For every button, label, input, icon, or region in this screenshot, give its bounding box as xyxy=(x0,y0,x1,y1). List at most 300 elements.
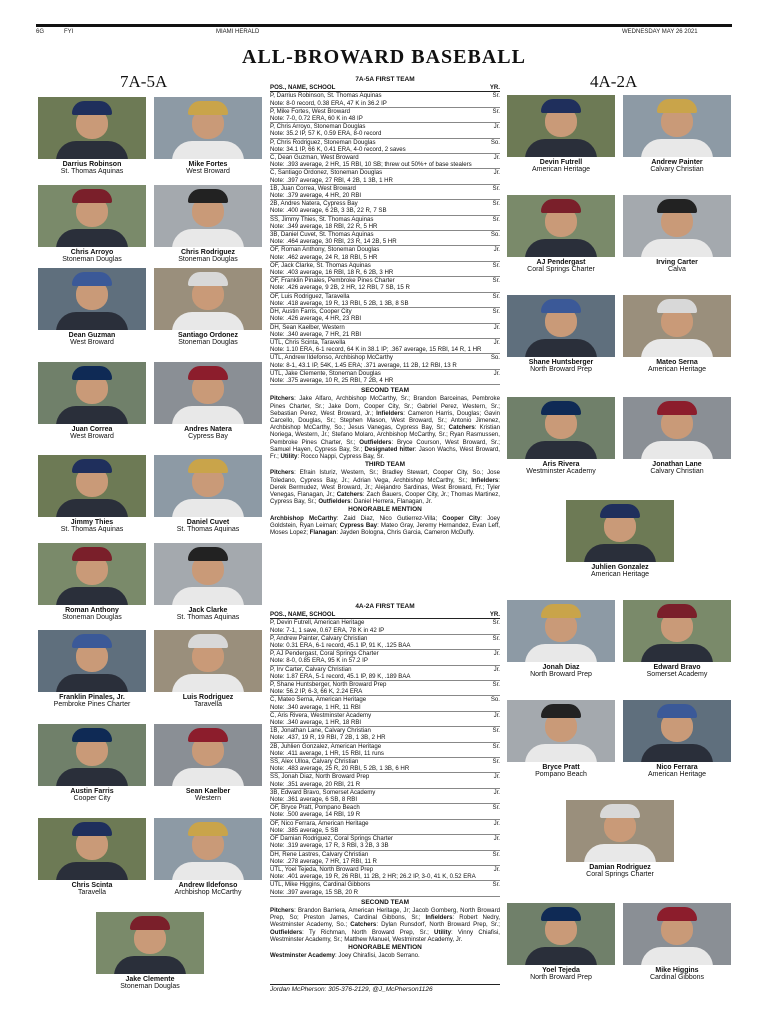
roster-line: DH, Austin Farris, Cooper City xyxy=(270,308,352,316)
player-photo xyxy=(507,195,615,257)
category-text: : Kristian Noriega, Western, Jr.; Stefano Molaro, Archbishop McCarthy, Sr.; Ryan Rasmussen, Pembroke Pines Charter, Sr.; xyxy=(270,424,500,446)
roster-list xyxy=(270,92,500,385)
player-photo xyxy=(507,295,615,357)
category-text: : Jayden Bologna, Chris Garcia, Cameron McDuffy. xyxy=(336,528,475,536)
roster-note: Note: .462 average, 24 R, 18 RBI, 5 HR xyxy=(270,253,378,261)
roster-note: Note: .426 average, 9 2B, 2 HR, 12 RBI, 7 SB, 15 R xyxy=(270,284,410,292)
roster-note: Note: .483 average, 25 R, 20 RBI, 5 2B, 1 3B, 6 HR xyxy=(270,765,410,773)
roster-row xyxy=(270,635,500,650)
roster-note: Note: .349 average, 18 RBI, 22 R, 5 HR xyxy=(270,222,378,230)
category-label: Outfielders xyxy=(318,498,351,506)
roster-note: Note: 56.2 IP, 6-3, 66 K, 2.24 ERA xyxy=(270,688,363,696)
player-card xyxy=(154,268,262,350)
roster-note: Note: 8-0, 0.85 ERA, 95 K in 57.2 IP xyxy=(270,657,368,665)
roster-year: Jr. xyxy=(493,711,500,719)
player-school: Stoneman Douglas xyxy=(120,983,180,990)
roster-year: Jr. xyxy=(493,819,500,827)
player-card xyxy=(38,455,146,537)
player-name: Jake Clemente xyxy=(125,976,175,983)
roster-line: OF, Roman Anthony, Stoneman Douglas xyxy=(270,246,380,254)
player-card xyxy=(507,295,615,377)
roster-year: Sr. xyxy=(492,292,500,300)
roster-year: Jr. xyxy=(493,788,500,796)
col-left: POS., NAME, SCHOOL xyxy=(270,611,336,619)
roster-row xyxy=(270,681,500,696)
roster-line: DH, Sean Kaelber, Western xyxy=(270,323,345,331)
roster-row xyxy=(270,743,500,758)
player-card xyxy=(507,600,615,682)
roster-row xyxy=(270,169,500,184)
player-card xyxy=(154,362,262,444)
player-school: Archbishop McCarthy xyxy=(174,889,242,896)
player-school: St. Thomas Aquinas xyxy=(60,526,124,533)
class-heading-right: 4A-2A xyxy=(590,72,638,91)
player-card xyxy=(38,185,146,267)
roster-note: Note: .500 average, 14 RBI, 19 R xyxy=(270,811,361,819)
category-text: : Ty Richman, North Broward Prep, Sr.; xyxy=(302,928,435,936)
roster-note: Note: 1.10 ERA, 6-1 record, 64 K in 38.1 IP; .367 average, 15 RBI, 14 R, 1 HR xyxy=(270,346,482,354)
category-label: Pitchers xyxy=(270,395,295,403)
roster-note: Note: .426 average, 4 HR, 23 RBI xyxy=(270,315,362,323)
category-label: Outfielders xyxy=(270,928,303,936)
player-school: Coral Springs Charter xyxy=(586,871,654,878)
page-title: ALL-BROWARD BASEBALL xyxy=(242,46,526,68)
player-photo xyxy=(623,397,731,459)
player-photo xyxy=(623,700,731,762)
player-photo xyxy=(623,95,731,157)
player-school: Coral Springs Charter xyxy=(527,266,595,273)
roster-year: Sr. xyxy=(492,681,500,689)
player-name: Sean Kaelber xyxy=(185,788,231,795)
player-name: Jonah Diaz xyxy=(542,664,580,671)
byline-credit: Jordan McPherson: 305-376-2129, @J_McPherson1126 xyxy=(270,984,500,993)
player-card xyxy=(96,912,204,994)
category-label: Designated hitter xyxy=(364,445,415,453)
player-name: AJ Pendergast xyxy=(536,259,586,266)
player-school: Somerset Academy xyxy=(646,671,708,678)
roster-line: UTL, Mike Higgins, Cardinal Gibbons xyxy=(270,881,371,889)
class-heading-left: 7A-5A xyxy=(120,72,168,91)
player-photo xyxy=(507,700,615,762)
player-name: Santiago Ordonez xyxy=(178,332,238,339)
roster-line: OF, Luis Rodriguez, Taravella xyxy=(270,292,350,300)
player-name: Bryce Pratt xyxy=(542,764,580,771)
player-photo xyxy=(154,543,262,605)
issue-date: WEDNESDAY MAY 26 2021 xyxy=(622,29,698,35)
roster-line: P, Shane Huntsberger, North Broward Prep xyxy=(270,681,387,689)
player-photo xyxy=(566,800,674,862)
col-right: YR. xyxy=(489,611,500,619)
roster-year: Jr. xyxy=(493,338,500,346)
player-name: Chris Scinta xyxy=(71,882,113,889)
player-school: Calvary Christian xyxy=(650,468,704,475)
roster-note: Note: 0.31 ERA, 6-1 record, 45.1 IP, 91 K, .125 BAA xyxy=(270,642,411,650)
section-heading: HONORABLE MENTION xyxy=(348,506,422,514)
player-school: North Broward Prep xyxy=(530,671,592,678)
player-school: Calva xyxy=(668,266,686,273)
roster-year: Jr. xyxy=(493,246,500,254)
roster-note: Note: .361 average, 6 SB, 8 RBI xyxy=(270,796,358,804)
roster-note: Note: 1.87 ERA, 5-1 record, 45.1 IP, 89 K, .189 BAA xyxy=(270,672,411,680)
section-label: FYI xyxy=(64,29,74,35)
category-label: Utility xyxy=(280,452,298,460)
section-heading: SECOND TEAM xyxy=(360,387,410,395)
player-school: Pompano Beach xyxy=(535,771,587,778)
roster-year: Sr. xyxy=(492,742,500,750)
player-school: St. Thomas Aquinas xyxy=(176,614,240,621)
player-name: Austin Farris xyxy=(70,788,114,795)
player-school: Pembroke Pines Charter xyxy=(53,701,131,708)
roster-note: Note: .340 average, 1 HR, 11 RBI xyxy=(270,703,361,711)
player-name: Juan Correa xyxy=(71,426,113,433)
player-school: Cooper City xyxy=(73,795,111,802)
player-photo xyxy=(38,268,146,330)
roster-row xyxy=(270,650,500,665)
roster-line: SS, Alex Ulloa, Calvary Christian xyxy=(270,758,359,766)
roster-line: P, Chris Arroyo, Stoneman Douglas xyxy=(270,123,366,131)
roster-line: DH, Rene Lastres, Calvary Christian xyxy=(270,850,369,858)
roster-year: Jr. xyxy=(493,773,500,781)
roster-note: Note: .418 average, 19 R, 13 RBI, 5 2B, 1 3B, 8 SB xyxy=(270,299,409,307)
player-school: Westminster Academy xyxy=(526,468,596,475)
player-card xyxy=(154,543,262,625)
player-school: North Broward Prep xyxy=(530,974,592,981)
player-photo xyxy=(38,455,146,517)
roster-line: OF, Jack Clarke, St. Thomas Aquinas xyxy=(270,261,371,269)
roster-note: Note: .397 average, 15 SB, 20 R xyxy=(270,888,359,896)
roster-note: Note: .397 average, 27 RBI, 4 2B, 1 3B, 1 HR xyxy=(270,176,393,184)
category-label: Infielders xyxy=(376,409,404,417)
category-text: : Zaid Diaz, Nico Gutierrez-Villa; xyxy=(336,514,443,522)
roster-note: Note: 8-1, 43.1 IP, 54K, 1.45 ERA; .371 average, 11 2B, 12 RBI, 13 R xyxy=(270,361,457,369)
player-school: Stoneman Douglas xyxy=(62,256,122,263)
roster-row xyxy=(270,108,500,123)
roster-year: Jr. xyxy=(493,323,500,331)
player-card xyxy=(566,800,674,882)
player-card xyxy=(154,630,262,712)
roster-year: Sr. xyxy=(492,107,500,115)
player-name: Chris Arroyo xyxy=(70,249,114,256)
roster-row xyxy=(270,324,500,339)
roster-year: Sr. xyxy=(492,634,500,642)
roster-row xyxy=(270,820,500,835)
roster-note: Note: 8-0 record, 0.38 ERA, 47 K in 36.2 IP xyxy=(270,99,387,107)
honorable-mention-text xyxy=(270,515,500,537)
roster-year: Jr. xyxy=(493,123,500,131)
roster-note: Note: 7-1, 1 save, 0.67 ERA, 78 K in 42 IP xyxy=(270,626,385,634)
roster-line: C, Dean Guzman, West Broward xyxy=(270,154,359,162)
section-heading: HONORABLE MENTION xyxy=(348,943,422,951)
column-header xyxy=(270,611,500,619)
player-card xyxy=(38,630,146,712)
roster-line: OF, Bryce Pratt, Pompano Beach xyxy=(270,804,360,812)
roster-year: Sr. xyxy=(492,200,500,208)
roster-line: 1B, Jonathan Lane, Calvary Christian xyxy=(270,727,371,735)
player-card xyxy=(507,903,615,985)
roster-year: So. xyxy=(490,354,500,362)
category-label: Infielders xyxy=(471,476,499,484)
roster-row xyxy=(270,154,500,169)
player-name: Juhlien Gonzalez xyxy=(591,564,649,571)
category-text: : Daniel Herrera, Flanagan, Jr. xyxy=(350,498,433,506)
player-card xyxy=(623,195,731,277)
player-name: Mike Fortes xyxy=(188,161,228,168)
player-school: Taravella xyxy=(77,889,106,896)
player-name: Jimmy Thies xyxy=(70,519,114,526)
player-photo xyxy=(623,295,731,357)
player-photo xyxy=(154,724,262,786)
player-school: West Broward xyxy=(186,168,230,175)
roster-year: Sr. xyxy=(492,308,500,316)
category-text: : Robert Nedry, Westminster Academy, So.; xyxy=(270,914,500,929)
second-team-text xyxy=(270,907,500,943)
player-photo xyxy=(154,818,262,880)
section-heading: 7A-5A FIRST TEAM xyxy=(355,76,415,83)
roster-note: Note: .340 average, 1 HR, 18 RBI xyxy=(270,719,362,727)
roster-row xyxy=(270,185,500,200)
roster-line: UTL, Andrew Ildefonso, Archbishop McCarthy xyxy=(270,354,393,362)
player-card xyxy=(507,195,615,277)
player-name: Nico Ferrara xyxy=(656,764,698,771)
player-name: Chris Rodriguez xyxy=(180,249,236,256)
second-team-text xyxy=(270,395,500,460)
category-text: : Rocco Nappi, Cypress Bay, Sr. xyxy=(297,452,385,460)
player-school: St. Thomas Aquinas xyxy=(60,168,124,175)
category-label: Cooper City xyxy=(442,514,481,522)
roster-year: Jr. xyxy=(493,665,500,673)
roster-year: Sr. xyxy=(492,881,500,889)
player-name: Mike Higgins xyxy=(655,967,699,974)
player-card xyxy=(623,397,731,479)
roster-year: Jr. xyxy=(493,865,500,873)
player-school: West Broward xyxy=(70,433,114,440)
roster-year: Sr. xyxy=(492,619,500,627)
player-name: Jonathan Lane xyxy=(652,461,702,468)
player-card xyxy=(623,600,731,682)
roster-row xyxy=(270,773,500,788)
player-school: North Broward Prep xyxy=(530,366,592,373)
category-label: Catchers xyxy=(336,490,363,498)
category-label: Catchers xyxy=(448,424,475,432)
player-card xyxy=(38,724,146,806)
player-card xyxy=(38,268,146,350)
category-text: : Zach Bauers, Cooper City, Jr.; Thomas Martinez, Cypress Bay, Sr.; xyxy=(270,490,500,506)
roster-row xyxy=(270,92,500,107)
roster-row xyxy=(270,696,500,711)
roster-note: Note: .375 average, 10 R, 25 RBI, 7 2B, 4 HR xyxy=(270,376,394,384)
category-text: : Jake Alfaro, Archbishop McCarthy, Sr.; Brandon Barceinas, Pembroke Pines Charter, Sr.; Jake Dorn, Cooper City, Sr.; Gabriel Perez, Western, Sr.; Sebastian Perez, West Broward, Jr.; xyxy=(270,395,500,417)
player-school: St. Thomas Aquinas xyxy=(176,526,240,533)
roster-row xyxy=(270,712,500,727)
roster-line: C, Aris Rivera, Westminster Academy xyxy=(270,711,372,719)
third-team-text xyxy=(270,469,500,505)
player-photo xyxy=(154,185,262,247)
player-photo xyxy=(38,185,146,247)
roster-note: Note: .319 average, 17 R, 3 RBI, 3 2B, 3 3B xyxy=(270,842,389,850)
player-name: Roman Anthony xyxy=(65,607,119,614)
roster-note: Note: 34.1 IP, 66 K, 0.41 ERA, 4-0 record, 2 saves xyxy=(270,145,406,153)
player-name: Andrew Ildefonso xyxy=(178,882,238,889)
roster-year: Sr. xyxy=(492,804,500,812)
roster-row xyxy=(270,835,500,850)
player-card xyxy=(154,185,262,267)
roster-line: P, Mike Fortes, West Broward xyxy=(270,107,351,115)
player-card xyxy=(38,543,146,625)
category-label: Cypress Bay xyxy=(339,521,378,529)
player-school: West Broward xyxy=(70,339,114,346)
player-school: American Heritage xyxy=(532,166,590,173)
player-photo xyxy=(38,362,146,424)
page-header xyxy=(36,24,732,36)
category-text: : Brandon Barriera, American Heritage, Jr; Jacob Gomberg, North Broward Prep, So; Preston James, Cardinal Gibbons, Sr.; xyxy=(270,906,500,922)
roster-row xyxy=(270,619,500,634)
roster-year: Sr. xyxy=(492,277,500,285)
roster-row xyxy=(270,758,500,773)
player-name: Yoel Tejeda xyxy=(542,967,580,974)
roster-row xyxy=(270,354,500,369)
roster-row xyxy=(270,851,500,866)
player-photo xyxy=(507,600,615,662)
roster-line: SS, Jonah Diaz, North Broward Prep xyxy=(270,773,370,781)
player-school: American Heritage xyxy=(648,366,706,373)
player-name: Aris Rivera xyxy=(542,461,580,468)
roster-line: P, AJ Pendergast, Coral Springs Charter xyxy=(270,650,379,658)
player-photo xyxy=(38,818,146,880)
roster-line: UTL, Yoel Tejeda, North Broward Prep xyxy=(270,865,374,873)
category-label: Catchers xyxy=(350,921,377,929)
player-name: Damian Rodriguez xyxy=(589,864,651,871)
player-school: Cardinal Gibbons xyxy=(649,974,705,981)
category-label: Outfielders xyxy=(359,438,392,446)
player-card xyxy=(507,95,615,177)
player-school: Calvary Christian xyxy=(650,166,704,173)
first-team-7a5a xyxy=(270,76,500,536)
roster-note: Note: .401 average, 19 R, 26 RBI, 11 2B, 2 HR; 26.2 IP, 3-0, 41 K, 0.52 ERA xyxy=(270,873,476,881)
player-school: American Heritage xyxy=(648,771,706,778)
roster-note: Note: .278 average, 7 HR, 17 RBI, 11 R xyxy=(270,857,377,865)
roster-year: Sr. xyxy=(492,215,500,223)
roster-note: Note: .403 average, 16 RBI, 18 R, 6 2B, 3 HR xyxy=(270,269,394,277)
roster-line: 3B, Daniel Cuvet, St. Thomas Aquinas xyxy=(270,231,374,239)
player-card xyxy=(623,295,731,377)
section-heading: SECOND TEAM xyxy=(360,898,410,906)
player-name: Daniel Cuvet xyxy=(186,519,230,526)
player-name: Luis Rodriguez xyxy=(182,694,234,701)
roster-row xyxy=(270,308,500,323)
roster-line: P, Irv Carter, Calvary Christian xyxy=(270,665,352,673)
roster-line: C, Mateo Serna, American Heritage xyxy=(270,696,367,704)
roster-note: Note: .464 average, 30 RBI, 23 R, 14 2B, 5 HR xyxy=(270,238,397,246)
player-card xyxy=(154,818,262,900)
page-number: 6G xyxy=(36,29,45,35)
category-label: Utility xyxy=(434,928,451,936)
roster-row xyxy=(270,216,500,231)
roster-year: Sr. xyxy=(492,758,500,766)
column-header xyxy=(270,84,500,92)
category-text: : Bryce Courson, West Broward, Sr.; Samuel Hayen, Cypress Bay, Sr.; xyxy=(270,438,501,453)
roster-line: 2B, Andres Natera, Cypress Bay xyxy=(270,200,358,208)
player-name: Irving Carter xyxy=(656,259,698,266)
first-team-4a2a xyxy=(270,603,500,959)
roster-line: OF, Nico Ferrara, American Heritage xyxy=(270,819,369,827)
player-card xyxy=(623,903,731,985)
player-photo xyxy=(154,268,262,330)
player-photo xyxy=(623,903,731,965)
roster-year: So. xyxy=(490,138,500,146)
player-photo xyxy=(507,95,615,157)
roster-line: OF Damian Rodriguez, Coral Springs Charter xyxy=(270,835,393,843)
roster-year: Sr. xyxy=(492,261,500,269)
roster-line: P, Chris Rodriguez, Stoneman Douglas xyxy=(270,138,376,146)
roster-row xyxy=(270,370,500,385)
roster-line: UTL, Jake Clemente, Stoneman Douglas xyxy=(270,369,381,377)
player-photo xyxy=(38,724,146,786)
player-card xyxy=(154,97,262,179)
player-photo xyxy=(154,362,262,424)
player-card xyxy=(623,95,731,177)
roster-note: Note: 7-0, 0.72 ERA, 60 K in 48 IP xyxy=(270,115,363,123)
category-text: : Joey Chirafisi, Jacob Serrano. xyxy=(335,952,420,960)
player-school: Stoneman Douglas xyxy=(178,339,238,346)
player-photo xyxy=(566,500,674,562)
player-name: Darrius Robinson xyxy=(62,161,122,168)
player-card xyxy=(38,97,146,179)
player-photo xyxy=(154,630,262,692)
player-photo xyxy=(507,397,615,459)
player-name: Edward Bravo xyxy=(653,664,701,671)
roster-year: Sr. xyxy=(492,850,500,858)
player-card xyxy=(38,818,146,900)
category-text: : Joey Goldstein, Ryan Leiman; xyxy=(270,514,500,529)
player-name: Mateo Serna xyxy=(656,359,698,366)
player-photo xyxy=(38,97,146,159)
player-card xyxy=(154,724,262,806)
category-label: Pitchers xyxy=(270,469,295,477)
player-name: Franklin Pinales, Jr. xyxy=(59,694,125,701)
roster-line: 1B, Juan Correa, West Broward xyxy=(270,184,356,192)
roster-note: Note: .340 average, 7 HR, 21 RBI xyxy=(270,330,362,338)
player-name: Andrew Painter xyxy=(651,159,703,166)
roster-row xyxy=(270,789,500,804)
paper-name: MIAMI HERALD xyxy=(216,29,260,35)
player-card xyxy=(623,700,731,782)
player-card xyxy=(566,500,674,582)
roster-year: Sr. xyxy=(492,727,500,735)
player-photo xyxy=(154,455,262,517)
roster-note: Note: .393 average, 2 HR, 15 RBI, 10 SB; threw out 50%+ of base stealers xyxy=(270,161,472,169)
roster-row xyxy=(270,339,500,354)
roster-note: Note: .437, 19 R, 19 RBI, 7 2B, 1 3B, 2 HR xyxy=(270,734,386,742)
roster-row xyxy=(270,139,500,154)
roster-row xyxy=(270,666,500,681)
roster-note: Note: .351 average, 20 RBI, 21 R xyxy=(270,780,361,788)
roster-line: 3B, Edward Bravo, Somerset Academy xyxy=(270,788,376,796)
roster-row xyxy=(270,123,500,138)
roster-note: Note: .379 average, 4 HR, 20 RBI xyxy=(270,192,362,200)
section-heading: 4A-2A FIRST TEAM xyxy=(355,603,415,610)
roster-note: Note: .411 average, 1 HR, 15 RBI, 11 runs xyxy=(270,749,384,757)
category-label: Archbishop McCarthy xyxy=(270,514,337,522)
roster-note: Note: .385 average, 5 SB xyxy=(270,826,339,834)
player-name: Jack Clarke xyxy=(188,607,228,614)
player-photo xyxy=(623,600,731,662)
roster-year: So. xyxy=(490,696,500,704)
player-card xyxy=(507,700,615,782)
category-text: : Dylan Runsdorf, North Broward Prep, Sr.; xyxy=(376,921,500,929)
player-name: Dean Guzman xyxy=(68,332,116,339)
player-photo xyxy=(154,97,262,159)
roster-year: Jr. xyxy=(493,369,500,377)
